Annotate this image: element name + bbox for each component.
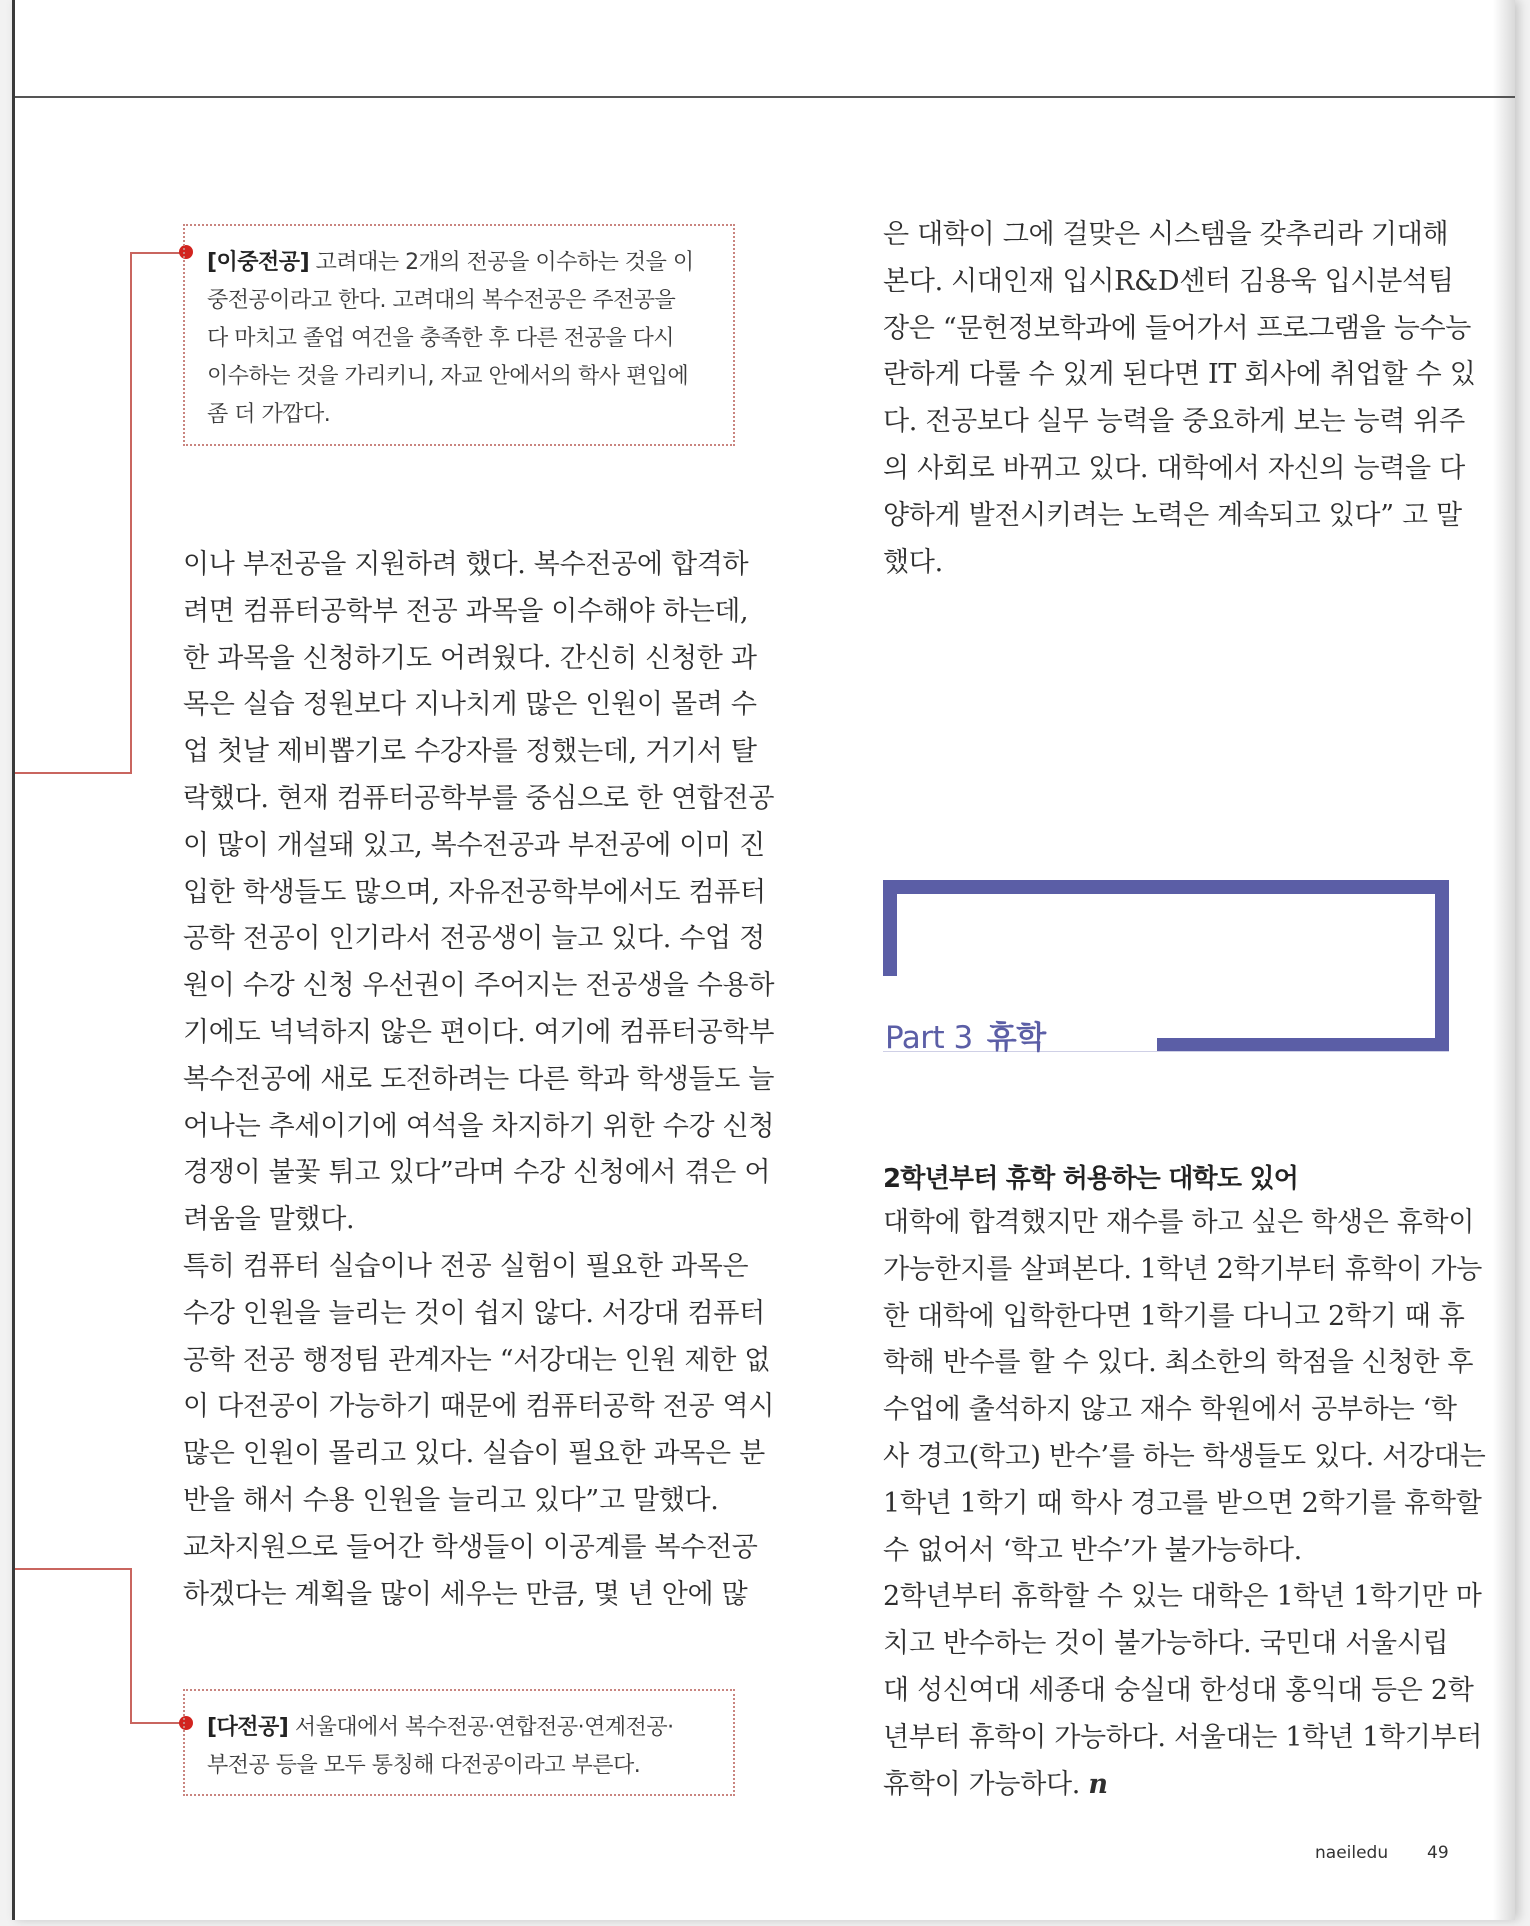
text-line-content: 란하게 다룰 수 있게 된다면 IT 회사에 취업할 수 있 xyxy=(883,359,1476,391)
text-line-content: 하겠다는 계획을 많이 세우는 만큼, 몇 년 안에 많 xyxy=(183,1578,748,1610)
text-line-content: 업 첫날 제비뽑기로 수강자를 정했는데, 거기서 탈 xyxy=(183,736,757,768)
end-mark-icon: n xyxy=(1088,1768,1108,1800)
text-line xyxy=(183,1244,751,1291)
magazine-page xyxy=(12,0,1515,1920)
text-line xyxy=(183,1431,765,1478)
text-line xyxy=(883,259,1463,306)
box-border xyxy=(1157,1038,1449,1052)
text-line xyxy=(183,589,751,636)
text-line-content: 한 대학에 입학한다면 1학기를 다니고 2학기 때 휴 xyxy=(883,1300,1465,1332)
text-line xyxy=(883,493,1463,540)
text-line xyxy=(883,1200,1475,1247)
text-line-content: 이 많이 개설돼 있고, 복수전공과 부전공에 이미 진 xyxy=(183,829,765,861)
text-line-content: 교차지원으로 들어간 학생들이 이공계를 복수전공 xyxy=(183,1531,758,1563)
text-line-content: 양하게 발전시키려는 노력은 계속되고 있다” 고 말 xyxy=(883,499,1462,531)
text-line-content: 한 과목을 신청하기도 어려웠다. 간신히 신청한 과 xyxy=(183,642,757,674)
text-line xyxy=(183,1291,765,1338)
note-multi-major xyxy=(183,1689,735,1796)
text-line xyxy=(183,1010,775,1057)
part-name: 휴학 xyxy=(986,1020,1046,1056)
text-line-content: 이나 부전공을 지원하려 했다. 복수전공에 합격하 xyxy=(183,549,749,580)
note-term: [이중전공] xyxy=(207,250,310,275)
note2-connector-top xyxy=(15,1568,132,1570)
text-line-content: 반을 해서 수용 인원을 늘리고 있다”고 말했다. xyxy=(183,1484,719,1516)
text-line xyxy=(883,1574,1482,1621)
text-line xyxy=(883,1762,1463,1809)
text-line-content: 본다. 시대인재 입시R&D센터 김용욱 입시분석팀 xyxy=(883,265,1454,297)
note2-connector-bottom xyxy=(130,1722,185,1724)
right-column-top-text xyxy=(883,212,1476,586)
note-term: [다전공] xyxy=(207,1715,289,1740)
text-line xyxy=(883,1340,1474,1387)
page-edge-shadow xyxy=(1493,0,1515,1920)
text-line-content: 치고 반수하는 것이 불가능하다. 국민대 서울시립 xyxy=(883,1628,1449,1660)
text-line-content: 수 없어서 ‘학고 반수’가 불가능하다. xyxy=(883,1534,1302,1566)
text-line-content: 려면 컴퓨터공학부 전공 과목을 이수해야 하는데, xyxy=(183,595,749,627)
text-line xyxy=(883,306,1472,353)
section-subheading: 2학년부터 휴학 허용하는 대학도 있어 xyxy=(883,1164,1299,1194)
left-column-text xyxy=(183,542,775,1618)
text-line-content: 휴학이 가능하다. xyxy=(883,1768,1081,1800)
right-column-bottom-text xyxy=(883,1200,1486,1808)
note-line: 좀 더 가깝다. xyxy=(207,402,331,427)
part-heading-box xyxy=(883,880,1449,1056)
note1-connector-bottom xyxy=(15,772,132,774)
text-line xyxy=(183,776,775,823)
text-line xyxy=(883,212,1463,259)
text-line xyxy=(883,352,1476,399)
text-line-content: 사 경고(학고) 반수’를 하는 학생들도 있다. 서강대는 xyxy=(883,1440,1486,1472)
text-line xyxy=(183,1572,751,1619)
text-line xyxy=(183,1338,771,1385)
text-line-content: 의 사회로 바뀌고 있다. 대학에서 자신의 능력을 다 xyxy=(883,452,1465,484)
text-line xyxy=(883,1668,1474,1715)
text-line-content: 장은 “문헌정보학과에 들어가서 프로그램을 능수능 xyxy=(883,312,1472,344)
text-line-content: 입한 학생들도 많으며, 자유전공학부에서도 컴퓨터 xyxy=(183,876,766,908)
text-line-content: 다. 전공보다 실무 능력을 중요하게 보는 능력 위주 xyxy=(883,406,1465,438)
top-rule xyxy=(15,96,1515,98)
note-double-major xyxy=(183,224,735,446)
footer-brand: naeiledu xyxy=(1315,1843,1389,1863)
text-line xyxy=(883,1621,1463,1668)
text-line-content: 2학년부터 휴학할 수 있는 대학은 1학년 1학기만 마 xyxy=(883,1581,1482,1613)
text-line xyxy=(883,399,1463,446)
box-border xyxy=(883,880,897,976)
text-line-content: 수강 인원을 늘리는 것이 쉽지 않다. 서강대 컴퓨터 xyxy=(183,1297,765,1329)
text-line-content: 락했다. 현재 컴퓨터공학부를 중심으로 한 연합전공 xyxy=(183,782,775,814)
text-line xyxy=(183,870,766,917)
text-line xyxy=(883,1715,1483,1762)
text-line-content: 1학년 1학기 때 학사 경고를 받으면 2학기를 휴학할 xyxy=(883,1487,1482,1519)
text-line-content: 목은 실습 정원보다 지나치게 많은 인원이 몰려 수 xyxy=(183,689,757,721)
text-line-content: 공학 전공이 인기라서 전공생이 늘고 있다. 수업 정 xyxy=(183,923,765,955)
text-line-content: 많은 인원이 몰리고 있다. 실습이 필요한 과목은 분 xyxy=(183,1438,765,1470)
box-border xyxy=(1435,880,1449,1052)
text-line xyxy=(883,540,1463,587)
text-line-content: 원이 수강 신청 우선권이 주어지는 전공생을 수용하 xyxy=(183,970,775,1002)
text-line-content: 복수전공에 새로 도전하려는 다른 학과 학생들도 늘 xyxy=(183,1063,775,1095)
text-line-content: 경쟁이 불꽃 튀고 있다”라며 수강 신청에서 겪은 어 xyxy=(183,1157,771,1189)
text-line-content: 기에도 넉넉하지 않은 편이다. 여기에 컴퓨터공학부 xyxy=(183,1016,775,1048)
note2-connector-vertical xyxy=(130,1568,132,1724)
text-line-content: 어나는 추세이기에 여석을 차지하기 위한 수강 신청 xyxy=(183,1110,775,1142)
text-line-content: 대학에 합격했지만 재수를 하고 싶은 학생은 휴학이 xyxy=(883,1207,1475,1238)
note-line: 고려대는 2개의 전공을 이수하는 것을 이 xyxy=(309,250,694,275)
note-line: 부전공 등을 모두 통칭해 다전공이라고 부른다. xyxy=(207,1753,641,1778)
text-line-content: 대 성신여대 세종대 숭실대 한성대 홍익대 등은 2학 xyxy=(883,1674,1474,1706)
page-number: 49 xyxy=(1427,1843,1449,1863)
text-line xyxy=(183,916,765,963)
text-line xyxy=(883,1434,1486,1481)
note-line: 중전공이라고 한다. 고려대의 복수전공은 주전공을 xyxy=(207,288,676,313)
text-line-content: 했다. xyxy=(883,546,943,578)
text-line xyxy=(183,1197,751,1244)
text-line xyxy=(183,682,757,729)
text-line-content: 려움을 말했다. xyxy=(183,1204,355,1236)
text-line xyxy=(183,1384,775,1431)
text-line-content: 가능한지를 살펴본다. 1학년 2학기부터 휴학이 가능 xyxy=(883,1253,1483,1285)
part-number: Part 3 xyxy=(885,1020,973,1056)
text-line-content: 수업에 출석하지 않고 재수 학원에서 공부하는 ‘학 xyxy=(883,1394,1457,1426)
text-line xyxy=(183,1478,751,1525)
text-line xyxy=(183,823,765,870)
text-line xyxy=(883,1247,1483,1294)
note-line: 다 마치고 졸업 여건을 충족한 후 다른 전공을 다시 xyxy=(207,326,674,351)
text-line-content: 이 다전공이 가능하기 때문에 컴퓨터공학 전공 역시 xyxy=(183,1391,775,1423)
text-line xyxy=(183,1150,771,1197)
text-line xyxy=(883,446,1463,493)
part-title xyxy=(885,1012,1046,1057)
text-line-content: 년부터 휴학이 가능하다. 서울대는 1학년 1학기부터 xyxy=(883,1721,1483,1753)
text-line xyxy=(183,542,751,589)
text-line-content: 은 대학이 그에 걸맞은 시스템을 갖추리라 기대해 xyxy=(883,219,1449,250)
text-line xyxy=(883,1294,1463,1341)
note-line: 서울대에서 복수전공·연합전공·연계전공· xyxy=(288,1715,674,1740)
text-line xyxy=(183,1104,775,1151)
note1-connector-top xyxy=(130,252,185,254)
text-line-content: 특히 컴퓨터 실습이나 전공 실험이 필요한 과목은 xyxy=(183,1250,749,1282)
text-line xyxy=(183,963,775,1010)
note-line: 이수하는 것을 가리키니, 자교 안에서의 학사 편입에 xyxy=(207,364,689,389)
text-line xyxy=(883,1481,1482,1528)
text-line xyxy=(183,1057,775,1104)
text-line xyxy=(183,1525,758,1572)
text-line xyxy=(183,729,757,776)
text-line xyxy=(183,636,757,683)
text-line xyxy=(883,1528,1463,1575)
text-line xyxy=(883,1387,1463,1434)
text-line-content: 공학 전공 행정팀 관계자는 “서강대는 인원 제한 없 xyxy=(183,1344,771,1376)
text-line-content: 학해 반수를 할 수 있다. 최소한의 학점을 신청한 후 xyxy=(883,1347,1474,1379)
note1-connector-vertical xyxy=(130,252,132,774)
box-border xyxy=(883,880,1449,894)
